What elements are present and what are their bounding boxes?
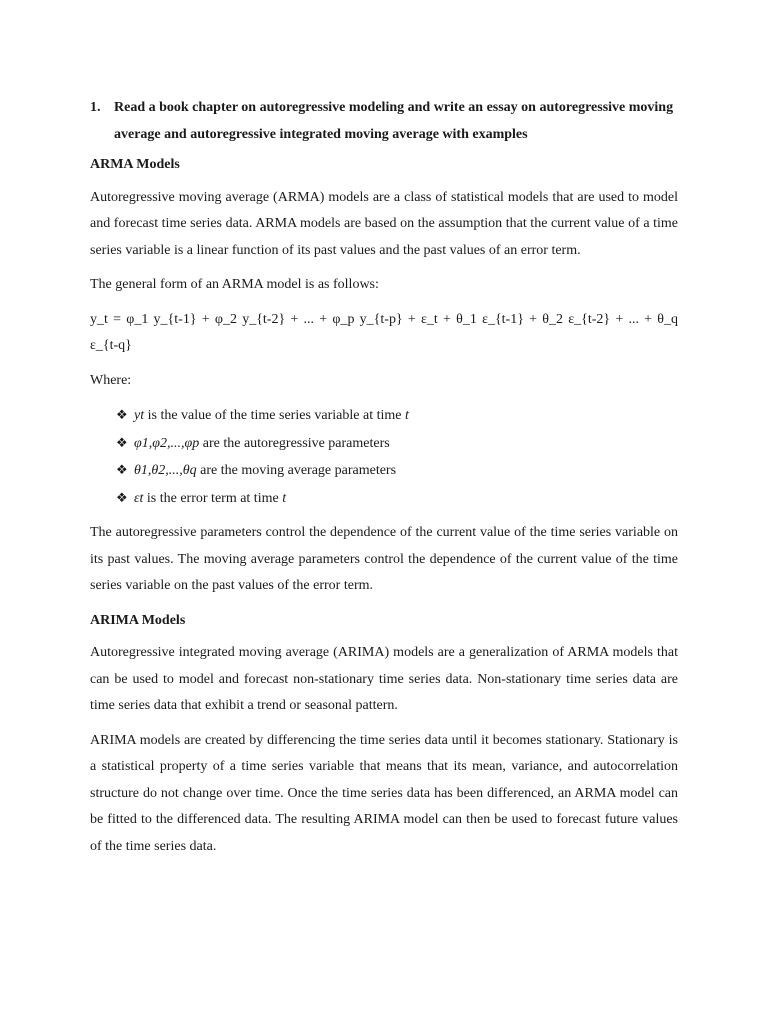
list-item bbox=[116, 457, 678, 485]
arma-intro-paragraph: Autoregressive moving average (ARMA) models are a class of statistical models that are used to model and forecast time series data. ARMA models are based on the assumption that the current value of a time series variable is a linear function of its past values and the past values of an error term. bbox=[90, 189, 678, 258]
bullet-tail: t bbox=[282, 490, 287, 506]
bullet-tail: t bbox=[404, 408, 409, 423]
bullet-text: are the autoregressive parameters bbox=[199, 435, 390, 451]
arima-intro-paragraph: Autoregressive integrated moving average (ARIMA) models are a generalization of ARMA models that can be used to model and forecast non-stationary time series data. Non-stationary time series data are time series data that exhibit a trend or seasonal pattern. bbox=[90, 645, 678, 713]
where-label: Where: bbox=[90, 372, 132, 388]
arima-heading: ARIMA Models bbox=[90, 612, 186, 628]
question-heading bbox=[90, 95, 678, 148]
arima-differencing-paragraph: ARIMA models are created by differencing the time series data until it becomes stationary. Stationary is a statistical property of a time series variable that means that its mean, variance, and autocorrelation structure do not change over time. Once the time series data has been differenced, an ARMA model can be fitted to the differenced data. The resulting ARIMA model can then be used to forecast future values of the time series data. bbox=[90, 732, 678, 854]
list-item bbox=[116, 402, 678, 430]
list-item bbox=[116, 430, 678, 458]
arma-heading: ARMA Models bbox=[90, 157, 180, 172]
question-text: Read a book chapter on autoregressive modeling and write an essay on autoregressive moving average and autoregressive integrated moving average with examples bbox=[114, 100, 674, 142]
list-item bbox=[116, 485, 678, 513]
bullet-text: is the value of the time series variable at time bbox=[144, 408, 405, 423]
diamond-bullet-icon: ❖ bbox=[116, 489, 128, 505]
bullet-text: are the moving average parameters bbox=[196, 463, 397, 478]
diamond-bullet-icon: ❖ bbox=[116, 434, 128, 450]
bullet-symbol: φ1,φ2,...,φp bbox=[134, 435, 200, 451]
bullet-symbol: εt bbox=[134, 490, 144, 506]
arma-params-paragraph: The autoregressive parameters control the dependence of the current value of the time series variable on its past values. The moving average parameters control the dependence of the current value of the time series variable on the past values of the error term. bbox=[90, 525, 678, 593]
document-page bbox=[90, 95, 678, 868]
bullet-symbol: θ1,θ2,...,θq bbox=[134, 463, 197, 478]
arma-formula: y_t = φ_1 y_{t-1} + φ_2 y_{t-2} + ... + φ_p y_{t-p} + ε_t + θ_1 ε_{t-1} + θ_2 ε_{t-2} + ... + θ_q ε_{t-q} bbox=[90, 311, 678, 353]
diamond-bullet-icon: ❖ bbox=[116, 462, 128, 477]
general-form-label: The general form of an ARMA model is as follows: bbox=[90, 277, 379, 292]
bullet-text: is the error term at time bbox=[143, 490, 283, 506]
bullet-symbol: yt bbox=[134, 408, 145, 423]
parameter-list bbox=[90, 402, 678, 512]
question-number: 1. bbox=[90, 100, 101, 115]
diamond-bullet-icon: ❖ bbox=[116, 407, 128, 422]
